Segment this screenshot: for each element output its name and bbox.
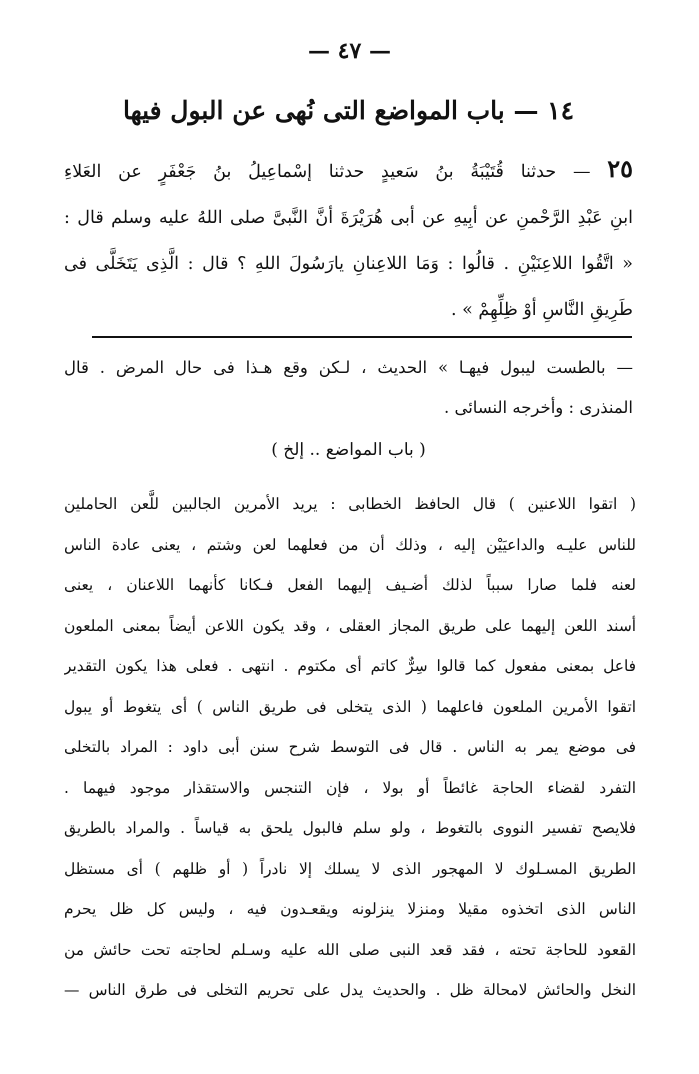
hadith-line: « اتَّقُوا اللاعِنَيْنِ . قالُوا : وَمَا اللاعِنانِ يارَسُولَ اللهِ ؟ قال : الَّذِى يَتَخَلَّى فى — [64, 254, 633, 274]
commentary-heading: ( باب المواضع .. إلخ ) — [271, 440, 426, 460]
commentary-line: لعنه فلما صارا سبباً لذلك أضـيف إليهما الفعل فـكانا كأنهما اللاعنان ، يعنى — [64, 576, 636, 594]
commentary-line: فلايصح تفسير النووى بالتغوط ، ولو سلم فالبول يلحق به قياساً . والمراد بالطريق — [64, 819, 636, 837]
footnote-divider — [92, 336, 632, 338]
note-line: — بالطست ليبول فيهـا » الحديث ، لـكن وقع هـذا فى حال المرض . قال — [64, 358, 633, 377]
page-number: — ٤٧ — — [308, 38, 391, 64]
commentary-line: اتقوا الأمرين الملعون فاعلهما ( الذى يتخلى فى طريق الناس ) أى يتغوط أو يبول — [64, 697, 636, 716]
commentary-line: التفرد لقضاء الحاجة غائطاً أو بولا ، فإن التنجس والاستقذار موجود فيهما . — [64, 778, 636, 797]
previous-note — [64, 348, 633, 428]
hadith-text — [64, 146, 633, 333]
commentary-line: القعود للحاجة تحته ، فقد قعد النبى صلى الله عليه وسـلم لحاجته تحت حائش من — [64, 940, 636, 959]
hadith-line — [64, 146, 633, 195]
commentary-line: الناس الذى اتخذوه مقيلا ومنزلا ينزلونه ويقعـدون فيه ، وليس كل ظل يحرم — [64, 900, 636, 918]
note-line: المنذرى : وأخرجه النسائى . — [443, 398, 633, 417]
commentary-line: ( اتقوا اللاعنين ) قال الحافظ الخطابى : يريد الأمرين الجالبين للَّعن الحاملين — [64, 495, 636, 513]
commentary-line: فى موضع يمر به الناس . قال فى التوسط شرح سنن أبى داود : المراد بالتخلى — [64, 738, 636, 756]
commentary-line: أسند اللعن إليهما على طريق المجاز العقلى ، وقد يكون اللاعن أيضاً بمعنى الملعون — [64, 616, 636, 635]
commentary-line: للناس عليـه والداعيَيْن إليه ، وذلك أن من فعلهما لعن وشتم ، يعنى عادة الناس — [64, 535, 636, 554]
commentary-text — [64, 484, 636, 1011]
chapter-heading: ١٤ — باب المواضع التى نُهى عن البول فيها — [122, 96, 575, 125]
commentary-line: النخل والحائش لامحالة ظل . والحديث يدل على تحريم التخلى فى طرق الناس — — [64, 981, 636, 999]
hadith-line-text: — حدثنا قُتَيْبَةُ بنُ سَعيدٍ حدثنا إسْماعِيلُ بنُ جَعْفَرٍ عن العَلاءِ — [64, 162, 591, 182]
hadith-number: ٢٥ — [607, 154, 633, 183]
commentary-line: فاعل بمعنى مفعول كما قالوا سِرٌّ كاتم أى مكتوم . انتهى . فعلى هذا يكون التقدير — [64, 657, 636, 675]
hadith-line: طَرِيقِ النَّاسِ أوْ ظِلِّهِمْ » . — [450, 300, 633, 320]
hadith-line: ابنِ عَبْدِ الرَّحْمنِ عن أبِيهِ عن أبى هُرَيْرَةَ أنَّ النَّبىَّ صلى اللهُ عليه وسلم قال : — [64, 208, 633, 228]
commentary-line: الطريق المسـلوك لا المهجور الذى لا يسلك إلا نادراً ( أو ظلهم ) أى مستظل — [64, 859, 636, 878]
